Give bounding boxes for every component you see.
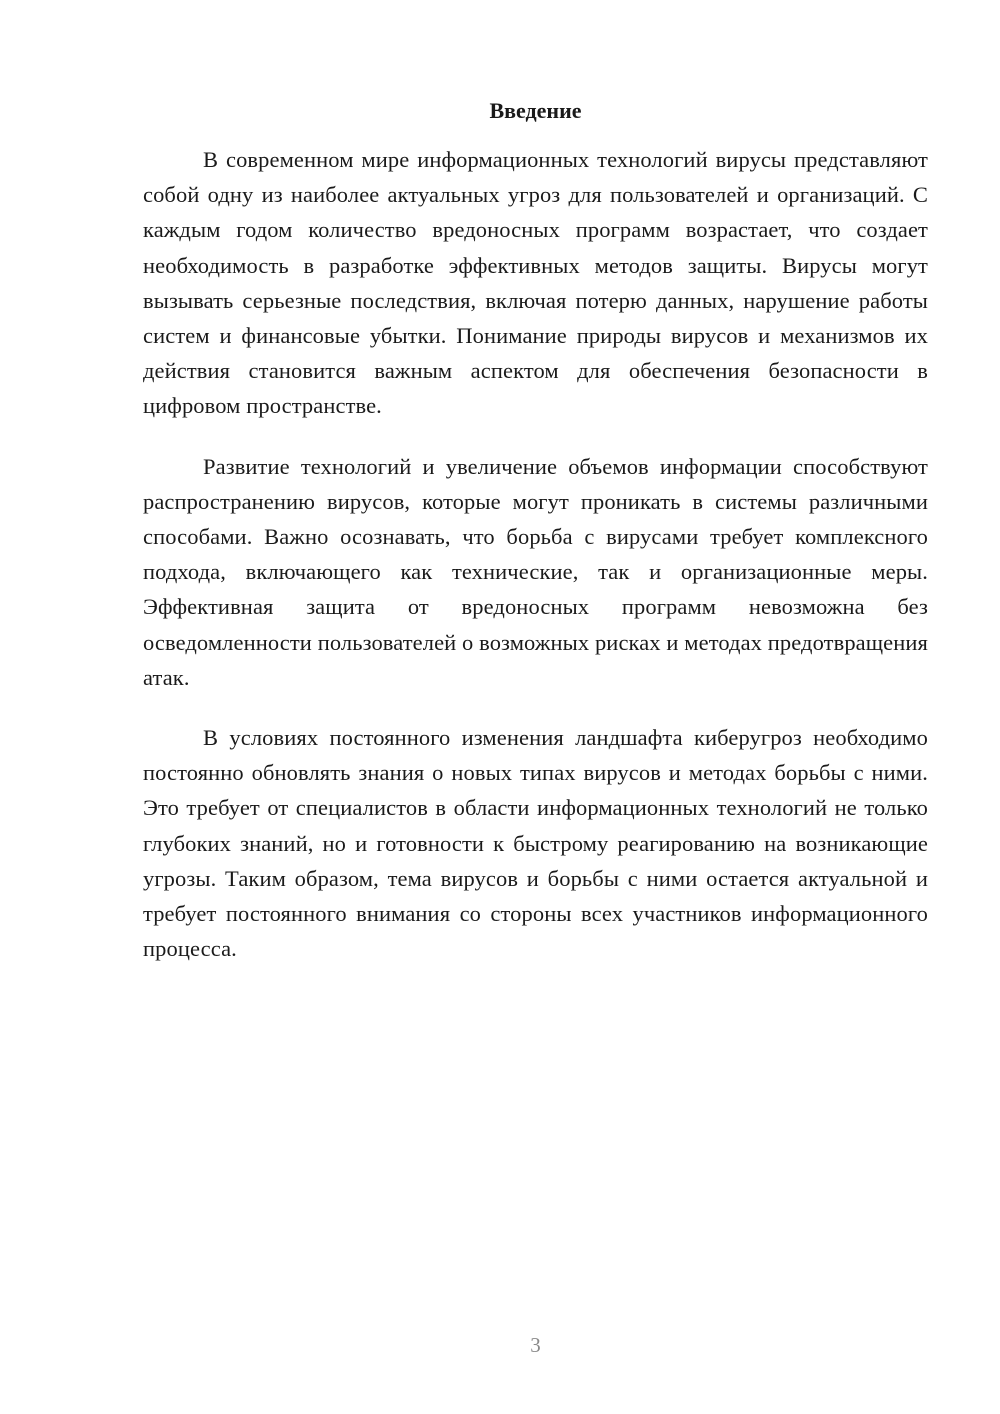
page-number: 3	[530, 1333, 541, 1357]
paragraph: В условиях постоянного изменения ландшафта киберугроз необходимо постоянно обновлять знания о новых типах вирусов и методах борьбы с ними. Это требует от специалистов в области информационных технологий не только глубоких знаний, но и готовности к быстрому реагированию на возникающие угрозы. Таким образом, тема вирусов и борьбы с ними остается актуальной и требует постоянного внимания со стороны всех участников информационного процесса.	[143, 725, 928, 962]
paragraph: В современном мире информационных технологий вирусы представляют собой одну из наиболее актуальных угроз для пользователей и организаций. С каждым годом количество вредоносных программ возрастает, что создает необходимость в разработке эффективных методов защиты. Вирусы могут вызывать серьезные последствия, включая потерю данных, нарушение работы систем и финансовые убытки. Понимание природы вирусов и механизмов их действия становится важным аспектом для обеспечения безопасности в цифровом пространстве.	[143, 147, 928, 419]
body-text	[143, 142, 928, 991]
paragraph: Развитие технологий и увеличение объемов информации способствуют распространению вирусов, которые могут проникать в системы различными способами. Важно осознавать, что борьба с вирусами требует комплексного подхода, включающего как технические, так и организационные меры. Эффективная защита от вредоносных программ невозможна без осведомленности пользователей о возможных рисках и методах предотвращения атак.	[143, 453, 928, 690]
section-heading: Введение	[489, 98, 582, 123]
